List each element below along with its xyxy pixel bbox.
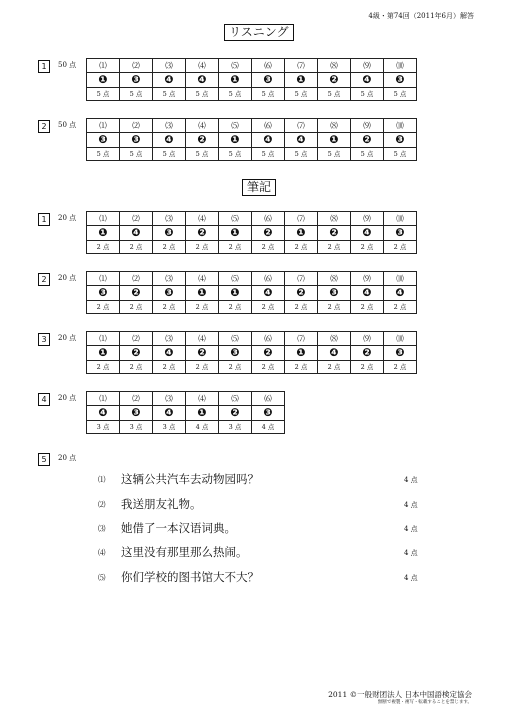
score-cell: 3 点	[120, 421, 153, 434]
answer-cell: ❸	[219, 346, 252, 361]
score-cell: 2 点	[351, 361, 384, 374]
section5-item-5-label: ⑸	[98, 573, 106, 582]
answer-cell: ❸	[87, 133, 120, 148]
listening-section-2-number: 2	[38, 120, 50, 133]
label-cell: ⑼	[351, 332, 384, 346]
score-cell: 2 点	[186, 361, 219, 374]
score-cell: 2 点	[252, 361, 285, 374]
written-section-2-number: 2	[38, 273, 50, 286]
footer-notice: 無断で複製・複写・転載することを禁じます。	[377, 700, 472, 705]
label-cell: ⑸	[219, 119, 252, 133]
label-cell: ⑹	[252, 332, 285, 346]
answer-row	[87, 226, 417, 241]
written-section-2-table	[86, 271, 417, 314]
label-cell: ⑹	[252, 119, 285, 133]
answer-cell: ❸	[120, 133, 153, 148]
section5-item-2-text: 我送朋友礼物。	[121, 497, 202, 511]
score-cell: 5 点	[351, 148, 384, 161]
written-section-3-number: 3	[38, 333, 50, 346]
label-cell: ⑷	[186, 212, 219, 226]
listening-title: リスニング	[224, 24, 294, 41]
label-cell: ⑵	[120, 119, 153, 133]
written-title: 筆記	[242, 179, 276, 196]
label-cell: ⑽	[384, 119, 417, 133]
score-cell: 5 点	[87, 88, 120, 101]
score-cell: 2 点	[87, 241, 120, 254]
score-cell: 2 点	[219, 301, 252, 314]
answer-cell: ❹	[318, 346, 351, 361]
label-cell: ⑶	[153, 119, 186, 133]
answer-cell: ❶	[186, 286, 219, 301]
answer-row	[87, 286, 417, 301]
section5-item-1-score: 4 点	[404, 476, 418, 484]
answer-cell: ❹	[351, 73, 384, 88]
score-cell: 2 点	[285, 301, 318, 314]
score-cell: 2 点	[318, 301, 351, 314]
label-cell: ⑴	[87, 119, 120, 133]
score-cell: 2 点	[384, 241, 417, 254]
label-row	[87, 392, 285, 406]
score-row	[87, 421, 285, 434]
section5-item-5-text: 你们学校的图书馆大不大？	[121, 570, 259, 584]
label-cell: ⑽	[384, 212, 417, 226]
score-cell: 2 点	[120, 241, 153, 254]
label-cell: ⑺	[285, 332, 318, 346]
label-cell: ⑺	[285, 212, 318, 226]
score-cell: 2 点	[219, 241, 252, 254]
answer-cell: ❹	[153, 406, 186, 421]
section5-item-4-label: ⑷	[98, 548, 106, 557]
label-cell: ⑻	[318, 332, 351, 346]
label-cell: ⑴	[87, 59, 120, 73]
label-cell: ⑹	[252, 392, 285, 406]
answer-cell: ❹	[252, 133, 285, 148]
score-cell: 3 点	[153, 421, 186, 434]
answer-cell: ❷	[186, 133, 219, 148]
score-cell: 5 点	[120, 148, 153, 161]
page-header: 4級・第74回（2011年6月）解答	[368, 12, 474, 20]
answer-cell: ❷	[120, 286, 153, 301]
score-cell: 2 点	[120, 361, 153, 374]
answer-cell: ❸	[252, 73, 285, 88]
answer-cell: ❶	[186, 406, 219, 421]
listening-section-2-table	[86, 118, 417, 161]
label-cell: ⑴	[87, 212, 120, 226]
written-section-1-number: 1	[38, 213, 50, 226]
score-cell: 2 点	[318, 241, 351, 254]
answer-cell: ❶	[285, 346, 318, 361]
answer-cell: ❹	[186, 73, 219, 88]
score-cell: 5 点	[318, 88, 351, 101]
listening-section-1-points: 50 点	[58, 61, 77, 69]
score-cell: 2 点	[153, 241, 186, 254]
label-cell: ⑹	[252, 212, 285, 226]
footer-copyright: 2011 ©一般财团法人 日本中国語検定協会	[328, 690, 472, 699]
score-cell: 5 点	[186, 88, 219, 101]
answer-cell: ❸	[384, 226, 417, 241]
score-cell: 2 点	[384, 301, 417, 314]
score-cell: 2 点	[318, 361, 351, 374]
answer-row	[87, 133, 417, 148]
label-cell: ⑸	[219, 392, 252, 406]
score-cell: 5 点	[384, 88, 417, 101]
label-cell: ⑸	[219, 332, 252, 346]
score-cell: 2 点	[384, 361, 417, 374]
label-cell: ⑹	[252, 59, 285, 73]
written-section-5-points: 20 点	[58, 454, 77, 462]
section5-item-3-label: ⑶	[98, 524, 106, 533]
label-cell: ⑼	[351, 212, 384, 226]
label-cell: ⑼	[351, 59, 384, 73]
section5-item-3-text: 她借了一本汉语词典。	[121, 521, 236, 535]
answer-cell: ❹	[252, 286, 285, 301]
answer-cell: ❷	[252, 346, 285, 361]
answer-cell: ❸	[120, 406, 153, 421]
listening-section-1-table	[86, 58, 417, 101]
label-cell: ⑷	[186, 332, 219, 346]
written-section-2-points: 20 点	[58, 274, 77, 282]
score-cell: 2 点	[285, 241, 318, 254]
answer-cell: ❹	[153, 73, 186, 88]
label-cell: ⑶	[153, 392, 186, 406]
score-cell: 2 点	[120, 301, 153, 314]
label-cell: ⑵	[120, 332, 153, 346]
score-cell: 5 点	[318, 148, 351, 161]
answer-cell: ❷	[351, 346, 384, 361]
answer-cell: ❹	[384, 286, 417, 301]
score-row	[87, 88, 417, 101]
answer-cell: ❸	[153, 226, 186, 241]
answer-cell: ❸	[153, 286, 186, 301]
answer-cell: ❷	[318, 73, 351, 88]
label-cell: ⑼	[351, 119, 384, 133]
score-cell: 5 点	[252, 88, 285, 101]
score-cell: 5 点	[219, 88, 252, 101]
label-cell: ⑶	[153, 332, 186, 346]
score-cell: 5 点	[285, 148, 318, 161]
answer-cell: ❸	[384, 133, 417, 148]
score-row	[87, 301, 417, 314]
label-cell: ⑴	[87, 272, 120, 286]
answer-cell: ❹	[153, 346, 186, 361]
answer-cell: ❹	[120, 226, 153, 241]
label-cell: ⑷	[186, 119, 219, 133]
label-row	[87, 59, 417, 73]
written-section-4-points: 20 点	[58, 394, 77, 402]
answer-cell: ❶	[285, 226, 318, 241]
answer-cell: ❸	[87, 286, 120, 301]
label-cell: ⑽	[384, 272, 417, 286]
answer-cell: ❶	[219, 133, 252, 148]
label-cell: ⑶	[153, 272, 186, 286]
answer-cell: ❶	[219, 286, 252, 301]
answer-cell: ❶	[87, 226, 120, 241]
answer-cell: ❶	[87, 73, 120, 88]
label-cell: ⑽	[384, 59, 417, 73]
written-section-1-points: 20 点	[58, 214, 77, 222]
section5-item-1-label: ⑴	[98, 475, 106, 484]
written-section-4-number: 4	[38, 393, 50, 406]
score-cell: 2 点	[153, 361, 186, 374]
score-cell: 5 点	[252, 148, 285, 161]
label-cell: ⑻	[318, 119, 351, 133]
score-cell: 5 点	[285, 88, 318, 101]
answer-cell: ❹	[87, 406, 120, 421]
label-row	[87, 272, 417, 286]
label-cell: ⑵	[120, 212, 153, 226]
score-cell: 2 点	[351, 301, 384, 314]
label-cell: ⑷	[186, 272, 219, 286]
answer-cell: ❹	[351, 286, 384, 301]
label-cell: ⑸	[219, 212, 252, 226]
score-cell: 5 点	[186, 148, 219, 161]
label-row	[87, 212, 417, 226]
score-cell: 4 点	[252, 421, 285, 434]
label-cell: ⑺	[285, 119, 318, 133]
answer-cell: ❶	[318, 133, 351, 148]
score-cell: 3 点	[87, 421, 120, 434]
score-cell: 2 点	[186, 301, 219, 314]
section5-item-2-label: ⑵	[98, 500, 106, 509]
score-cell: 5 点	[153, 148, 186, 161]
score-row	[87, 148, 417, 161]
answer-row	[87, 406, 285, 421]
score-cell: 5 点	[153, 88, 186, 101]
answer-cell: ❶	[87, 346, 120, 361]
label-cell: ⑷	[186, 59, 219, 73]
score-cell: 2 点	[252, 241, 285, 254]
score-cell: 3 点	[219, 421, 252, 434]
score-cell: 2 点	[219, 361, 252, 374]
section5-item-4-text: 这里没有那里那么热闹。	[121, 545, 248, 559]
label-cell: ⑶	[153, 59, 186, 73]
label-cell: ⑻	[318, 59, 351, 73]
label-cell: ⑵	[120, 392, 153, 406]
written-section-4-table	[86, 391, 285, 434]
label-cell: ⑸	[219, 272, 252, 286]
label-cell: ⑴	[87, 392, 120, 406]
listening-section-1-number: 1	[38, 60, 50, 73]
label-cell: ⑹	[252, 272, 285, 286]
score-cell: 5 点	[87, 148, 120, 161]
label-cell: ⑻	[318, 212, 351, 226]
section5-item-3-score: 4 点	[404, 525, 418, 533]
answer-cell: ❹	[153, 133, 186, 148]
score-cell: 2 点	[285, 361, 318, 374]
label-cell: ⑽	[384, 332, 417, 346]
answer-row	[87, 346, 417, 361]
score-row	[87, 361, 417, 374]
score-cell: 5 点	[351, 88, 384, 101]
answer-cell: ❸	[252, 406, 285, 421]
answer-cell: ❷	[318, 226, 351, 241]
section5-item-2-score: 4 点	[404, 501, 418, 509]
score-row	[87, 241, 417, 254]
answer-cell: ❶	[219, 226, 252, 241]
score-cell: 5 点	[219, 148, 252, 161]
written-section-1-table	[86, 211, 417, 254]
label-cell: ⑸	[219, 59, 252, 73]
label-row	[87, 119, 417, 133]
score-cell: 2 点	[87, 301, 120, 314]
answer-cell: ❷	[186, 226, 219, 241]
label-row	[87, 332, 417, 346]
score-cell: 2 点	[351, 241, 384, 254]
answer-cell: ❷	[351, 133, 384, 148]
label-cell: ⑴	[87, 332, 120, 346]
score-cell: 4 点	[186, 421, 219, 434]
answer-cell: ❸	[384, 346, 417, 361]
score-cell: 2 点	[252, 301, 285, 314]
score-cell: 2 点	[87, 361, 120, 374]
answer-cell: ❸	[318, 286, 351, 301]
answer-cell: ❷	[285, 286, 318, 301]
label-cell: ⑼	[351, 272, 384, 286]
answer-cell: ❷	[252, 226, 285, 241]
written-section-5-number: 5	[38, 453, 50, 466]
answer-cell: ❷	[120, 346, 153, 361]
section5-item-1-text: 这辆公共汽车去动物园吗？	[121, 472, 259, 486]
label-cell: ⑷	[186, 392, 219, 406]
listening-section-2-points: 50 点	[58, 121, 77, 129]
score-cell: 2 点	[186, 241, 219, 254]
answer-cell: ❹	[351, 226, 384, 241]
answer-cell: ❸	[384, 73, 417, 88]
answer-cell: ❷	[186, 346, 219, 361]
section5-item-4-score: 4 点	[404, 549, 418, 557]
label-cell: ⑵	[120, 272, 153, 286]
label-cell: ⑵	[120, 59, 153, 73]
answer-row	[87, 73, 417, 88]
score-cell: 2 点	[153, 301, 186, 314]
section5-item-5-score: 4 点	[404, 574, 418, 582]
written-section-3-table	[86, 331, 417, 374]
label-cell: ⑺	[285, 59, 318, 73]
written-section-3-points: 20 点	[58, 334, 77, 342]
answer-cell: ❷	[219, 406, 252, 421]
label-cell: ⑺	[285, 272, 318, 286]
score-cell: 5 点	[384, 148, 417, 161]
answer-cell: ❶	[285, 73, 318, 88]
score-cell: 5 点	[120, 88, 153, 101]
answer-cell: ❹	[285, 133, 318, 148]
answer-cell: ❶	[219, 73, 252, 88]
answer-cell: ❸	[120, 73, 153, 88]
label-cell: ⑻	[318, 272, 351, 286]
label-cell: ⑶	[153, 212, 186, 226]
